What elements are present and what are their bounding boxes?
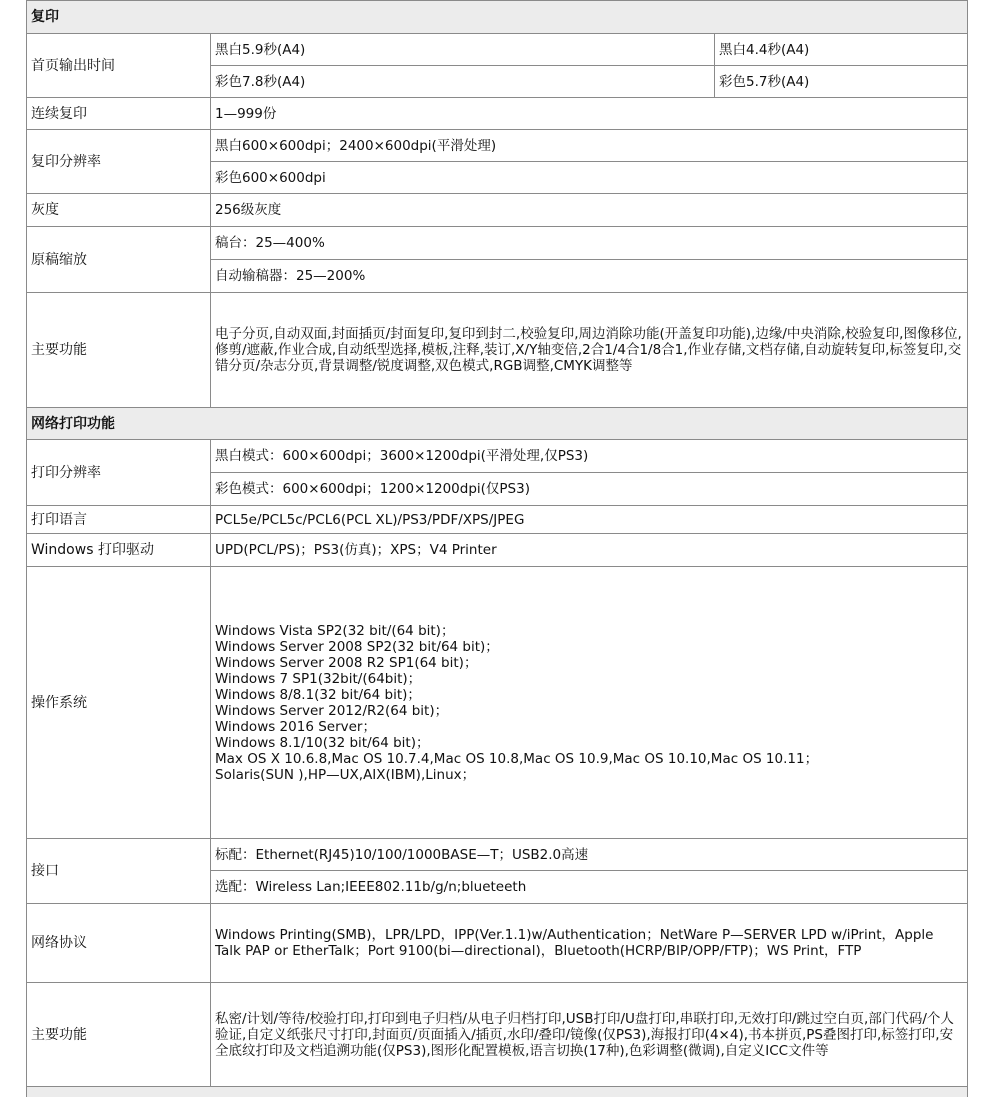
cell-value: 电子分页,自动双面,封面插页/封面复印,复印到封二,校验复印,周边消除功能(开盖复印功能),边缘/中央消除,校验复印,图像移位,修剪/遮蔽,作业合成,自动纸型选择,模板,注释,装订,X/Y轴变倍,2合1/4合1/8合1,作业存储,文档存储,自动旋转复印,标签复印,交错分页/杂志分页,背景调整/锐度调整,双色模式,RGB调整,CMYK调整等 xyxy=(211,293,968,408)
cell-value: PCL5e/PCL5c/PCL6(PCL XL)/PS3/PDF/XPS/JPEG xyxy=(211,506,968,534)
cell-value: 黑白5.9秒(A4) xyxy=(211,34,715,66)
cell-value: 彩色5.7秒(A4) xyxy=(715,66,968,98)
table-row xyxy=(27,983,968,1087)
row-label: 原稿缩放 xyxy=(27,227,211,293)
table-row xyxy=(27,567,968,839)
row-label: 主要功能 xyxy=(27,983,211,1087)
cell-value: 黑白600×600dpi；2400×600dpi(平滑处理) xyxy=(211,130,968,162)
section-title: 网络打印功能 xyxy=(27,408,968,440)
section-header-print xyxy=(27,408,968,440)
table-row xyxy=(27,534,968,567)
table-row xyxy=(27,227,968,260)
table-row xyxy=(27,130,968,162)
cell-value: 1—999份 xyxy=(211,98,968,130)
section-title: 复印 xyxy=(27,1,968,34)
cell-value: 稿台：25—400% xyxy=(211,227,968,260)
cell-value: 标配：Ethernet(RJ45)10/100/1000BASE—T；USB2.0高速 xyxy=(211,839,968,871)
row-label: 灰度 xyxy=(27,194,211,227)
cell-value: Windows Printing(SMB)，LPR/LPD，IPP(Ver.1.1)w/Authentication；NetWare P—SERVER LPD w/iPrint，Apple Talk PAP or EtherTalk；Port 9100(bi—directional)，Bluetooth(HCRP/BIP/OPP/FTP)；WS Print，FTP xyxy=(211,904,968,983)
row-label: 主要功能 xyxy=(27,293,211,408)
cell-value: 彩色600×600dpi xyxy=(211,162,968,194)
cell-value: 自动输稿器：25—200% xyxy=(211,260,968,293)
row-label: 操作系统 xyxy=(27,567,211,839)
row-label: 复印分辨率 xyxy=(27,130,211,194)
cell-value: 私密/计划/等待/校验打印,打印到电子归档/从电子归档打印,USB打印/U盘打印,串联打印,无效打印/跳过空白页,部门代码/个人验证,自定义纸张尺寸打印,封面页/页面插入/插页,水印/叠印/镜像(仅PS3),海报打印(4×4),书本拼页,PS叠图打印,标签打印,安全底纹打印及文档追溯功能(仅PS3),图形化配置模板,语言切换(17种),色彩调整(微调),自定义ICC文件等 xyxy=(211,983,968,1087)
table-row xyxy=(27,904,968,983)
table-row xyxy=(27,194,968,227)
row-label: 首页输出时间 xyxy=(27,34,211,98)
spec-table xyxy=(26,0,968,1097)
row-label: 打印语言 xyxy=(27,506,211,534)
cell-value: 256级灰度 xyxy=(211,194,968,227)
table-row xyxy=(27,839,968,871)
next-section-strip xyxy=(27,1087,968,1097)
cell-value: 黑白模式：600×600dpi；3600×1200dpi(平滑处理,仅PS3) xyxy=(211,440,968,473)
cell-value: Windows Vista SP2(32 bit/(64 bit)； Windows Server 2008 SP2(32 bit/64 bit)； Windows Server 2008 R2 SP1(64 bit)； Windows 7 SP1(32bit/(64bit)； Windows 8/8.1(32 bit/64 bit)； Windows Server 2012/R2(64 bit)； Windows 2016 Server； Windows 8.1/10(32 bit/64 bit)； Max OS X 10.6.8,Mac OS 10.7.4,Mac OS 10.8,Mac OS 10.9,Mac OS 10.10,Mac OS 10.11； Solaris(SUN ),HP—UX,AIX(IBM),Linux； xyxy=(211,567,968,839)
table-row xyxy=(27,34,968,66)
section-header-copy xyxy=(27,1,968,34)
cell-value: 彩色7.8秒(A4) xyxy=(211,66,715,98)
table-row xyxy=(27,506,968,534)
row-label: 连续复印 xyxy=(27,98,211,130)
cell-value: 黑白4.4秒(A4) xyxy=(715,34,968,66)
row-label: 网络协议 xyxy=(27,904,211,983)
table-row xyxy=(27,440,968,473)
row-label: 接口 xyxy=(27,839,211,904)
cell-value: UPD(PCL/PS)；PS3(仿真)；XPS；V4 Printer xyxy=(211,534,968,567)
cell-value: 选配：Wireless Lan;IEEE802.11b/g/n;blueteeth xyxy=(211,871,968,904)
cell-value: 彩色模式：600×600dpi；1200×1200dpi(仅PS3) xyxy=(211,473,968,506)
section-header-next xyxy=(27,1087,968,1097)
table-row xyxy=(27,293,968,408)
row-label: Windows 打印驱动 xyxy=(27,534,211,567)
row-label: 打印分辨率 xyxy=(27,440,211,506)
table-row xyxy=(27,98,968,130)
